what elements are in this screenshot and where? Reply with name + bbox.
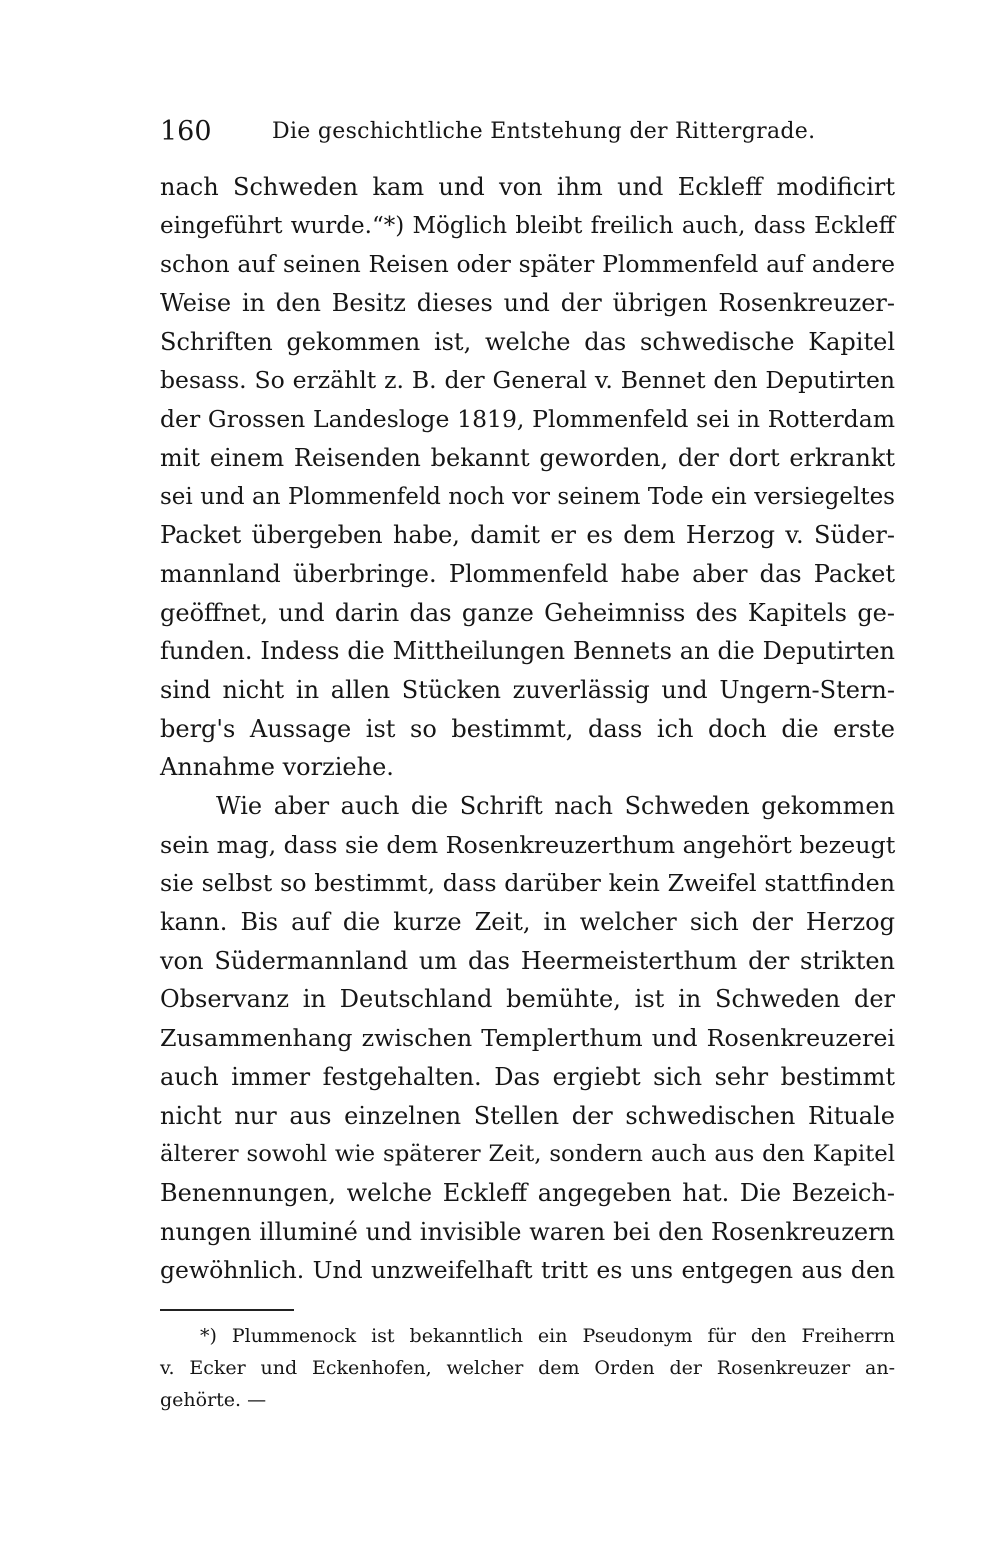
text-line: Wie aber auch die Schrift nach Schweden gekommen <box>216 792 895 820</box>
text-line: Weise in den Besitz dieses und der übrigen Rosenkreuzer- <box>160 289 895 318</box>
text-line: eingeführt wurde.“*) Möglich bleibt freilich auch, dass Eckleff <box>160 212 895 239</box>
text-line: nach Schweden kam und von ihm und Eckleff modificirt <box>160 173 895 201</box>
text-line: sie selbst so bestimmt, dass darüber kein Zweifel stattfinden <box>160 869 895 898</box>
body-text <box>160 168 895 1290</box>
text-line: auch immer festgehalten. Das ergiebt sich sehr bestimmt <box>160 1062 895 1091</box>
text-line: nicht nur aus einzelnen Stellen der schwedischen Rituale <box>160 1101 895 1130</box>
text-line: älterer sowohl wie späterer Zeit, sondern auch aus den Kapitel <box>160 1141 895 1168</box>
text-line: Annahme vorziehe. <box>160 753 394 782</box>
text-line: mit einem Reisenden bekannt geworden, der dort erkrankt <box>160 443 895 472</box>
footnote-line: v. Ecker und Eckenhofen, welcher dem Orden der Rosenkreuzer an- <box>160 1357 895 1379</box>
text-line: Zusammenhang zwischen Templerthum und Rosenkreuzerei <box>160 1024 895 1053</box>
text-line: Packet übergeben habe, damit er es dem Herzog v. Süder- <box>160 521 895 550</box>
text-line: Benennungen, welche Eckleff angegeben hat. Die Bezeich- <box>160 1178 895 1207</box>
text-line: sei und an Plommenfeld noch vor seinem Tode ein versiegeltes <box>160 483 895 510</box>
text-line: berg's Aussage ist so bestimmt, dass ich doch die erste <box>160 714 895 743</box>
text-line: schon auf seinen Reisen oder später Plommenfeld auf andere <box>160 250 895 279</box>
text-line: Schriften gekommen ist, welche das schwedische Kapitel <box>160 327 895 356</box>
text-line: nungen illuminé und invisible waren bei den Rosenkreuzern <box>160 1217 895 1246</box>
text-line: sein mag, dass sie dem Rosenkreuzerthum angehört bezeugt <box>160 830 896 859</box>
text-line: der Grossen Landesloge 1819, Plommenfeld sei in Rotterdam <box>160 405 895 434</box>
footnote-line: gehörte. — <box>160 1389 267 1411</box>
text-line: Observanz in Deutschland bemühte, ist in Schweden der <box>160 985 895 1014</box>
text-line: geöffnet, und darin das ganze Geheimniss des Kapitels ge- <box>160 598 895 627</box>
text-line: besass. So erzählt z. B. der General v. Bennet den Deputirten <box>160 366 895 395</box>
footnote-divider <box>160 1309 294 1311</box>
text-line: kann. Bis auf die kurze Zeit, in welcher sich der Herzog <box>160 908 895 937</box>
page-number: 160 <box>160 116 212 147</box>
text-line: sind nicht in allen Stücken zuverlässig und Ungern-Stern- <box>160 675 895 704</box>
page-header <box>160 112 900 152</box>
text-line: von Südermannland um das Heermeisterthum der strikten <box>160 946 895 975</box>
running-head: Die geschichtliche Entstehung der Rittergrade. <box>272 119 816 144</box>
text-line: funden. Indess die Mittheilungen Bennets an die Deputirten <box>160 637 895 666</box>
text-line: gewöhnlich. Und unzweifelhaft tritt es uns entgegen aus den <box>160 1256 895 1285</box>
footnote <box>160 1320 895 1416</box>
text-line: mannland überbringe. Plommenfeld habe aber das Packet <box>160 559 895 588</box>
footnote-line: *) Plummenock ist bekanntlich ein Pseudonym für den Freiherrn <box>200 1325 895 1347</box>
